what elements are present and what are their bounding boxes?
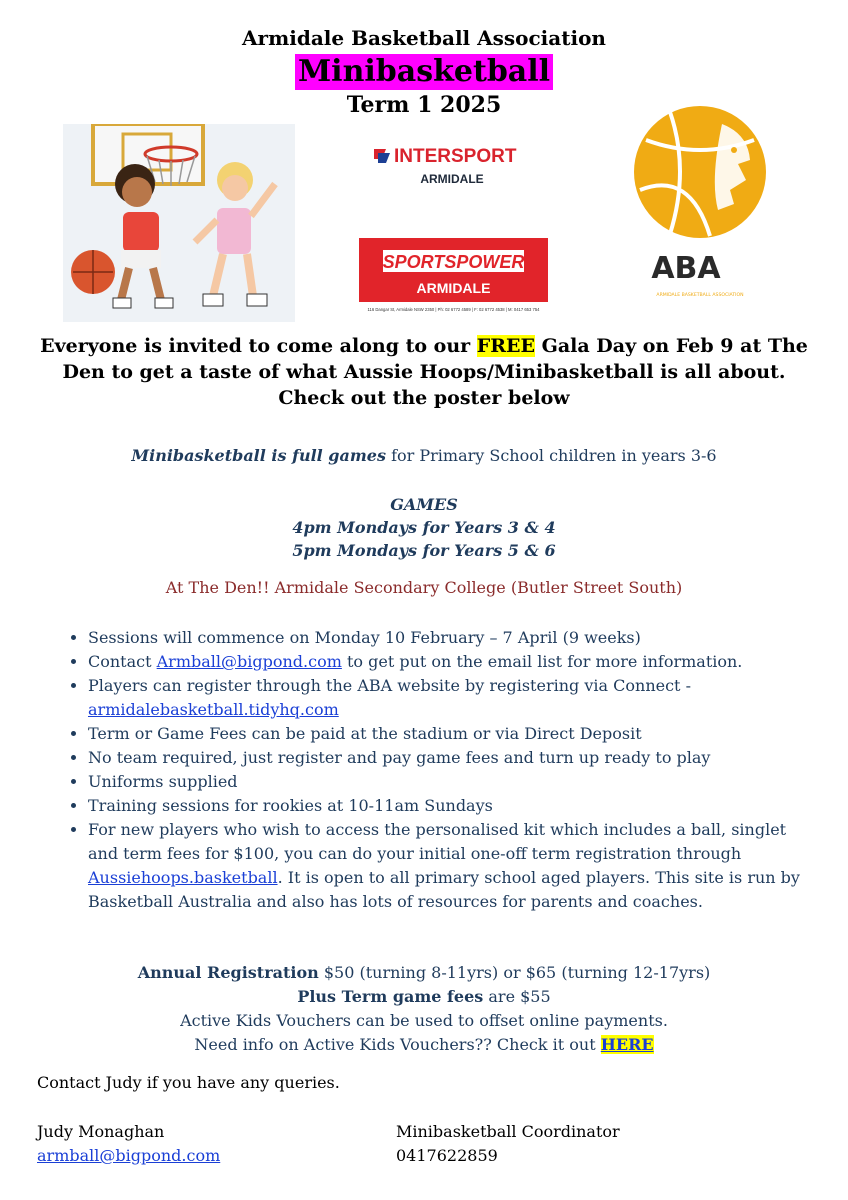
coordinator-role: Minibasketball Coordinator [396, 1122, 620, 1141]
games-schedule [0, 493, 848, 562]
aba-subtitle: ARMIDALE BASKETBALL ASSOCIATION [656, 293, 744, 298]
signature-left [37, 1120, 220, 1168]
contact-text-end: to get put on the email list for more information. [341, 652, 743, 671]
contact-text: Contact [88, 652, 157, 671]
new-players-text: For new players who wish to access the personalised kit which includes a ball, singlet and term fees for $100, you can do your initial one-off term registration through [88, 820, 787, 863]
fees-payment-text: Term or Game Fees can be paid at the stadium or via Direct Deposit [88, 724, 642, 743]
basketball-kids-illustration [63, 124, 295, 322]
invite-text-start: Everyone is invited to come along to our [40, 335, 477, 357]
venue-line: At The Den!! Armidale Secondary College (Butler Street South) [165, 578, 683, 597]
list-item [88, 674, 818, 722]
sportspower-logo-graphic [359, 238, 548, 315]
armball-email-link[interactable]: Armball@bigpond.com [156, 652, 342, 671]
coordinator-email-link[interactable]: armball@bigpond.com [37, 1146, 221, 1165]
list-item [88, 770, 818, 794]
term-heading: Term 1 2025 [346, 92, 502, 118]
basketball-kids-graphic [63, 124, 295, 322]
term-fees-line [0, 985, 848, 1009]
aba-logo [630, 100, 770, 302]
aba-logo-graphic [630, 100, 770, 302]
intersport-name: INTERSPORT [394, 146, 517, 167]
annual-registration-label: Annual Registration [137, 963, 319, 982]
games-heading: GAMES [390, 495, 458, 514]
program-description-bold: Minibasketball is full games [131, 446, 386, 465]
fees-section [0, 961, 848, 1057]
intersport-city: ARMIDALE [420, 172, 484, 186]
aba-mark: ABA [651, 251, 721, 286]
register-text: Players can register through the ABA website by registering via Connect - [88, 676, 691, 695]
coordinator-phone: 0417622859 [396, 1146, 498, 1165]
info-list [60, 626, 818, 914]
program-description [0, 446, 848, 465]
vouchers-info-text: Need info on Active Kids Vouchers?? Check it out [194, 1035, 601, 1054]
sportspower-logo [359, 238, 548, 315]
training-text: Training sessions for rookies at 10-11am Sundays [88, 796, 493, 815]
intersport-logo [372, 143, 532, 187]
list-item [88, 746, 818, 770]
term-fees-value: are $55 [483, 987, 551, 1006]
sessions-text: Sessions will commence on Monday 10 February – 7 April (9 weeks) [88, 628, 641, 647]
sportspower-name: SPORTSPOWER [382, 252, 525, 272]
sportspower-footer: 116 Dangar St, Armidale NSW 2350 | Ph: 02 6772 4589 | F: 02 6772 4538 | M: 0417 653 754 [367, 307, 540, 312]
contact-line: Contact Judy if you have any queries. [37, 1073, 340, 1092]
program-title [0, 54, 848, 90]
aussiehoops-link[interactable]: Aussiehoops.basketball [88, 868, 278, 887]
gala-day-invitation [40, 333, 808, 411]
free-highlight: FREE [476, 335, 536, 357]
no-team-text: No team required, just register and pay game fees and turn up ready to play [88, 748, 711, 767]
signature-right [396, 1120, 620, 1168]
program-title-text: Minibasketball [295, 54, 553, 90]
list-item [88, 722, 818, 746]
games-line-years-5-6: 5pm Mondays for Years 5 & 6 [292, 541, 556, 560]
new-players-text-end: . It is open to all primary school aged players. This site is run by Basketball Australia and also has lots of resources for parents and coaches. [88, 868, 800, 911]
list-item [88, 626, 818, 650]
vouchers-info-line [0, 1033, 848, 1057]
sportspower-city: ARMIDALE [416, 280, 491, 296]
games-line-years-3-4: 4pm Mondays for Years 3 & 4 [292, 518, 556, 537]
annual-registration-value: $50 (turning 8-11yrs) or $65 (turning 12-17yrs) [318, 963, 711, 982]
uniforms-text: Uniforms supplied [88, 772, 238, 791]
here-link[interactable]: HERE [600, 1035, 654, 1054]
tidyhq-link[interactable]: armidalebasketball.tidyhq.com [88, 700, 339, 719]
organization-name: Armidale Basketball Association [242, 26, 606, 50]
intersport-logo-graphic [372, 143, 532, 187]
invite-text-end: Gala Day on Feb 9 at The Den to get a taste of what Aussie Hoops/Minibasketball is all about. Check out the poster below [62, 335, 808, 409]
term-fees-label: Plus Term game fees [297, 987, 484, 1006]
vouchers-line: Active Kids Vouchers can be used to offset online payments. [180, 1011, 668, 1030]
list-item [88, 650, 818, 674]
annual-registration-line [0, 961, 848, 985]
program-description-rest: for Primary School children in years 3-6 [385, 446, 717, 465]
list-item [88, 818, 818, 914]
list-item [88, 794, 818, 818]
coordinator-name: Judy Monaghan [37, 1122, 165, 1141]
